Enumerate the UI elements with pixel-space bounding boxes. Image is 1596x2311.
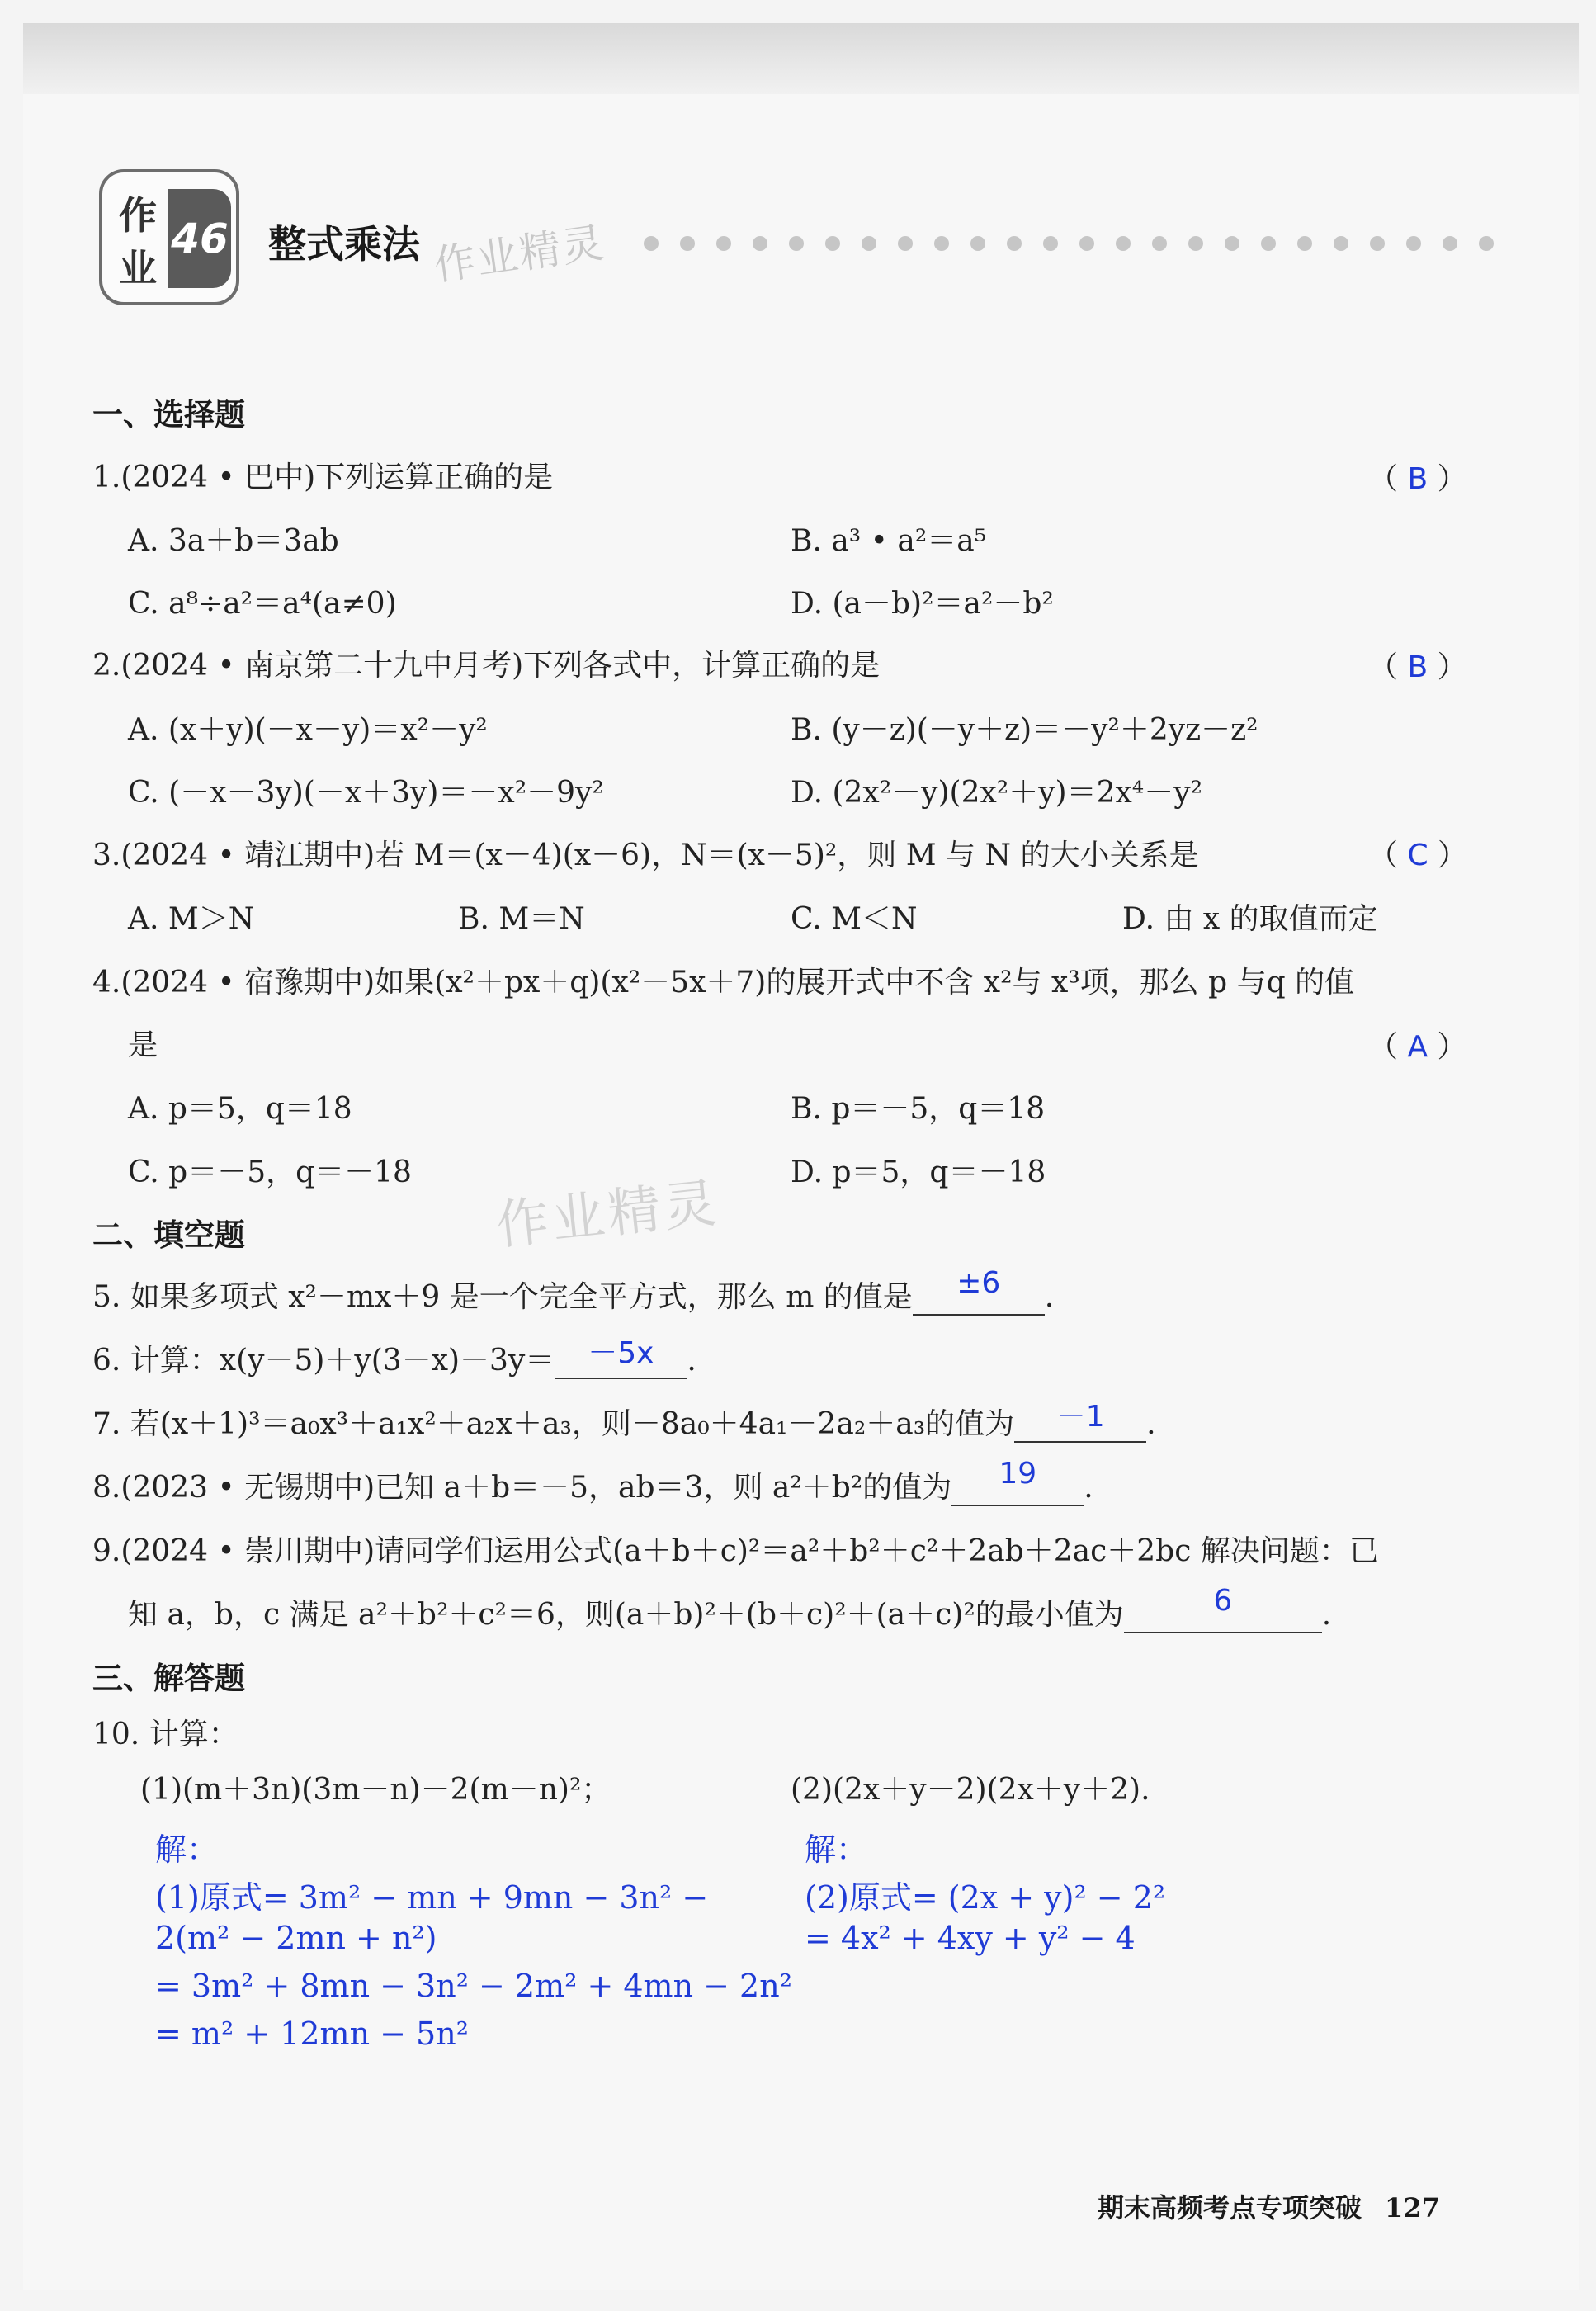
solution-1-line-1: (1)原式= 3m² − mn + 9mn − 3n² − [155,1879,709,1916]
question-1-answer: B [1407,462,1428,496]
question-8-answer: 19 [999,1457,1037,1491]
question-7-text: 7. 若(x＋1)³＝a₀x³＋a₁x²＋a₂x＋a₃，则－8a₀＋4a₁－2a₂＋a₃的值为 [92,1407,1015,1441]
question-7-blank [1014,1400,1146,1443]
question-8: 8.(2023 • 无锡期中)已知 a＋b＝－5，ab＝3，则 a²＋b²的值为 19 . [92,1457,1093,1505]
question-1-option-c: C. a⁸÷a²＝a⁴(a≠0) [128,587,397,621]
solution-2-line-1: (2)原式= (2x + y)² − 2² [805,1879,1166,1916]
question-4-option-d: D. p＝5，q＝－18 [791,1156,1046,1189]
solution-2-line-2: = 4x² + 4xy + y² − 4 [805,1920,1136,1956]
question-3-option-d: D. 由 x 的取值而定 [1122,902,1378,936]
question-2-option-b: B. (y－z)(－y＋z)＝－y²＋2yz－z² [791,713,1258,747]
question-1-option-d: D. (a－b)²＝a²－b² [791,587,1054,621]
question-9-line-2: 知 a，b，c 满足 a²＋b²＋c²＝6，则(a＋b)²＋(b＋c)²＋(a＋c)²的最小值为 6 . [128,1584,1332,1632]
homework-badge [99,169,239,305]
question-3-option-a: A. M＞N [128,902,255,936]
question-8-blank [951,1457,1084,1506]
badge-char-2: 业 [119,246,157,291]
question-10-part-1: (1)(m＋3n)(3m－n)－2(m－n)²； [140,1773,611,1807]
footer-book-title: 期末高频考点专项突破 [1098,2192,1362,2224]
question-7-answer: －1 [1055,1400,1105,1434]
question-7: 7. 若(x＋1)³＝a₀x³＋a₁x²＋a₂x＋a₃，则－8a₀＋4a₁－2a₂＋a₃的值为 －1 . [92,1401,1156,1443]
watermark: 作业精灵 [431,218,608,291]
question-10-stem: 10. 计算： [92,1718,238,1751]
question-5-blank [913,1266,1045,1316]
question-2-answer-box: （ B ） [1368,650,1467,684]
badge-number: 46 [168,189,231,288]
question-1-stem: 1.(2024 • 巴中)下列运算正确的是 [92,461,554,494]
question-6: 6. 计算：x(y－5)＋y(3－x)－3y＝ －5x . [92,1337,696,1379]
question-2-option-c: C. (－x－3y)(－x＋3y)＝－x²－9y² [128,776,604,810]
question-2-answer: B [1407,650,1428,684]
question-6-text: 6. 计算：x(y－5)＋y(3－x)－3y＝ [92,1344,555,1378]
question-4-option-a: A. p＝5，q＝18 [128,1092,352,1126]
question-2-stem: 2.(2024 • 南京第二十九中月考)下列各式中，计算正确的是 [92,649,881,683]
question-6-blank [555,1336,687,1379]
question-1-option-b: B. a³ • a²＝a⁵ [791,524,987,558]
solution-2-label: 解： [805,1831,868,1868]
question-4-answer-box: （ A ） [1368,1030,1467,1064]
question-5-text: 5. 如果多项式 x²－mx＋9 是一个完全平方式，那么 m 的值是 [92,1280,913,1314]
question-5-answer: ±6 [956,1266,1001,1300]
page-number: 127 [1385,2192,1440,2224]
question-3-option-b: B. M＝N [458,902,585,936]
question-9-blank [1124,1584,1322,1633]
solution-1-label: 解： [155,1831,219,1868]
question-4-stem: 4.(2024 • 宿豫期中)如果(x²＋px＋q)(x²－5x＋7)的展开式中不含 x²与 x³项，那么 p 与q 的值 [92,966,1355,1000]
question-3-answer-box: （ C ） [1368,839,1468,872]
question-9-answer: 6 [1213,1584,1233,1618]
question-2-option-a: A. (x＋y)(－x－y)＝x²－y² [128,713,488,747]
question-2-option-d: D. (2x²－y)(2x²＋y)＝2x⁴－y² [791,776,1203,810]
section-heading-fill: 二、填空题 [92,1217,245,1253]
question-5: 5. 如果多项式 x²－mx＋9 是一个完全平方式，那么 m 的值是 ±6 . [92,1266,1055,1314]
question-1-answer-box: （ B ） [1368,462,1467,496]
question-9-text: 知 a，b，c 满足 a²＋b²＋c²＝6，则(a＋b)²＋(b＋c)²＋(a＋c)²的最小值为 [128,1598,1124,1632]
page-title: 整式乘法 [268,222,420,267]
question-6-answer: －5x [588,1336,654,1370]
page-sheet [23,94,1579,2290]
badge-char-1: 作 [119,193,157,238]
question-3-option-c: C. M＜N [791,902,918,936]
question-4-stem-continued: 是 [128,1028,158,1062]
question-4-answer: A [1407,1030,1428,1064]
question-3-stem: 3.(2024 • 靖江期中)若 M＝(x－4)(x－6)，N＝(x－5)²，则 M 与 N 的大小关系是 [92,839,1199,872]
question-4-option-c: C. p＝－5，q＝－18 [128,1156,412,1189]
question-1-option-a: A. 3a＋b＝3ab [128,524,339,558]
watermark-center: 作业精灵 [493,1172,723,1257]
question-4-option-b: B. p＝－5，q＝18 [791,1092,1046,1126]
scan-top-band [23,23,1579,94]
question-8-text: 8.(2023 • 无锡期中)已知 a＋b＝－5，ab＝3，则 a²＋b²的值为 [92,1471,952,1505]
question-3-answer: C [1407,839,1428,872]
question-10-part-2: (2)(2x＋y－2)(2x＋y＋2). [791,1773,1150,1807]
page-footer [1098,2187,1440,2225]
solution-1-line-3: = 3m² + 8mn − 3n² − 2m² + 4mn − 2n² [155,1968,792,2004]
solution-1-line-2: 2(m² − 2mn + n²) [155,1920,437,1956]
decorative-dots [644,236,1494,251]
question-9-line-1: 9.(2024 • 崇川期中)请同学们运用公式(a＋b＋c)²＝a²＋b²＋c²＋2ab＋2ac＋2bc 解决问题：已 [92,1534,1379,1568]
section-heading-choice: 一、选择题 [92,397,245,432]
section-heading-solve: 三、解答题 [92,1661,245,1696]
solution-1-line-4: = m² + 12mn − 5n² [155,2016,469,2052]
